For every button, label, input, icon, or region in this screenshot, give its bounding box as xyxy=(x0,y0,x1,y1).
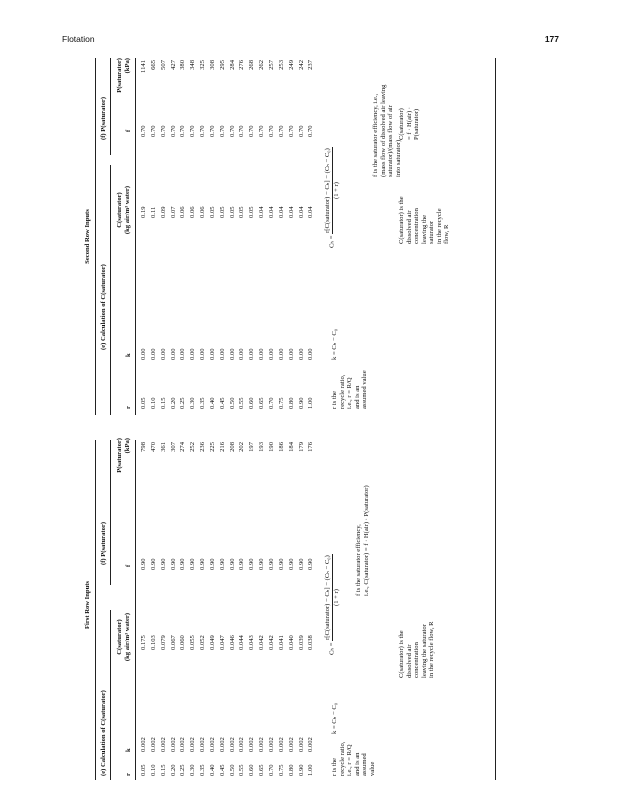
table-cell: 0.90 xyxy=(277,558,285,570)
note-line: into saturator) xyxy=(394,139,402,177)
formula-lhs: Cₕ = xyxy=(328,235,336,248)
table-cell: 0.50 xyxy=(228,397,236,409)
table-cell: 0.04 xyxy=(297,206,305,218)
note-line: dissolved air xyxy=(405,210,413,244)
table-cell: 0.00 xyxy=(297,348,305,360)
first-col-f xyxy=(139,546,316,570)
first-col-p-header-2: (kPa) xyxy=(123,438,131,454)
table-cell: 242 xyxy=(297,60,305,70)
table-cell: 236 xyxy=(199,442,207,452)
note-line: r is the xyxy=(331,391,338,409)
first-col-p-header-1: P(saturator) xyxy=(116,438,123,473)
table-cell: 0.00 xyxy=(267,348,275,360)
table-cell: 0.30 xyxy=(189,397,197,409)
divider xyxy=(110,58,111,155)
table-cell: 0.002 xyxy=(159,737,167,752)
table-cell: 0.046 xyxy=(228,635,236,650)
table-cell: 0.80 xyxy=(287,764,295,776)
table-cell: 380 xyxy=(179,60,187,70)
divider xyxy=(135,58,136,415)
table-cell: 268 xyxy=(248,60,256,70)
table-cell: 0.00 xyxy=(199,348,207,360)
table-cell: 307 xyxy=(169,442,177,452)
second-col-r-header: r xyxy=(125,406,132,409)
note-line: f is the saturator efficiency, xyxy=(355,524,362,596)
table-cell: 249 xyxy=(287,60,295,70)
table-cell: 0.002 xyxy=(179,737,187,752)
table-cell: 0.70 xyxy=(159,125,167,137)
table-cell: 0.70 xyxy=(248,125,256,137)
table-cell: 0.70 xyxy=(208,125,216,137)
table-cell: 0.002 xyxy=(140,737,147,752)
table-cell: 0.90 xyxy=(189,558,197,570)
note-line: C(saturator) xyxy=(398,108,405,140)
table-cell: 186 xyxy=(277,442,285,452)
table-cell: 0.40 xyxy=(208,764,216,776)
table-cell: 0.049 xyxy=(208,635,216,650)
first-col-k-header: k xyxy=(125,748,132,752)
formula-fraction xyxy=(324,147,340,234)
note-line: saturator xyxy=(428,220,436,244)
first-p-label: (f) P(saturator) xyxy=(100,521,107,565)
table-cell: 0.25 xyxy=(179,764,187,776)
table-cell: 0.05 xyxy=(208,206,216,218)
table-cell: 0.10 xyxy=(149,397,157,409)
table-cell: 262 xyxy=(258,60,266,70)
first-col-r xyxy=(139,754,316,776)
table-cell: 0.90 xyxy=(267,558,275,570)
note-line: i.e., r = R/Q xyxy=(346,744,354,776)
table-cell: 0.079 xyxy=(159,635,167,650)
table-cell: 0.70 xyxy=(287,125,295,137)
table-cell: 1.00 xyxy=(307,397,315,409)
table-cell: 0.002 xyxy=(189,737,197,752)
page-number: 177 xyxy=(544,34,559,44)
table-cell: 0.038 xyxy=(307,635,315,650)
table-cell: 0.043 xyxy=(248,635,256,650)
table-cell: 0.60 xyxy=(248,397,256,409)
first-formula-k: k = Cₕ − C₀ xyxy=(331,702,338,734)
divider xyxy=(110,165,111,415)
note-line: and is an xyxy=(353,385,361,409)
second-calc-label: (e) Calculation of C(saturator) xyxy=(100,264,107,350)
table-cell: 197 xyxy=(248,442,256,452)
table-cell: 0.40 xyxy=(208,397,216,409)
second-col-k-header: k xyxy=(125,353,132,357)
second-col-f xyxy=(139,113,316,137)
table-cell: 0.45 xyxy=(218,397,226,409)
table-cell: 0.70 xyxy=(267,397,275,409)
note-line: i.e., C(saturator) = f · H(air) · P(saturator) xyxy=(362,485,370,596)
table-cell: 0.002 xyxy=(208,737,216,752)
table-cell: 0.002 xyxy=(267,737,275,752)
first-col-c-header-1: C(saturator) xyxy=(116,619,123,655)
table-cell: 0.90 xyxy=(297,397,305,409)
table-cell: 0.55 xyxy=(238,397,246,409)
table-cell: 0.70 xyxy=(218,125,226,137)
table-cell: 0.042 xyxy=(258,635,266,650)
table-cell: 0.10 xyxy=(149,764,157,776)
table-cell: 348 xyxy=(189,60,197,70)
table-cell: 0.044 xyxy=(238,635,246,650)
table-cell: 0.04 xyxy=(307,206,315,218)
first-row-title: First Row Inputs xyxy=(84,581,91,629)
table-cell: 0.04 xyxy=(258,206,266,218)
first-calc-label: (e) Calculation of C(saturator) xyxy=(100,690,107,776)
table-cell: 0.00 xyxy=(140,348,147,360)
first-note-f xyxy=(355,485,370,596)
table-cell: 0.70 xyxy=(258,125,266,137)
divider xyxy=(135,440,136,780)
table-cell: 0.002 xyxy=(297,737,305,752)
table-cell: 427 xyxy=(169,60,177,70)
table-cell: 0.04 xyxy=(277,206,285,218)
table-cell: 0.90 xyxy=(199,558,207,570)
table-cell: 0.15 xyxy=(159,764,167,776)
table-cell: 0.002 xyxy=(218,737,226,752)
table-cell: 1.00 xyxy=(307,764,315,776)
table-cell: 0.90 xyxy=(297,558,305,570)
second-col-p xyxy=(139,60,316,90)
table-cell: 0.00 xyxy=(248,348,256,360)
divider xyxy=(95,440,96,780)
table-cell: 0.06 xyxy=(179,206,187,218)
table-cell: 0.00 xyxy=(179,348,187,360)
table-cell: 0.75 xyxy=(277,764,285,776)
table-cell: 0.90 xyxy=(218,558,226,570)
table-cell: 0.15 xyxy=(159,397,167,409)
table-cell: 470 xyxy=(149,442,157,452)
second-p-label: (f) P(saturator) xyxy=(100,96,107,140)
table-cell: 0.039 xyxy=(297,635,305,650)
first-col-k xyxy=(139,722,316,752)
table-cell: 216 xyxy=(218,442,226,452)
table-cell: 0.042 xyxy=(267,635,275,650)
table-cell: 0.060 xyxy=(179,635,187,650)
table-cell: 0.002 xyxy=(248,737,256,752)
table-cell: 237 xyxy=(307,60,315,70)
table-cell: 0.09 xyxy=(159,206,167,218)
table-cell: 0.00 xyxy=(307,348,315,360)
formula-numerator: r[C(saturator) − Cₕ] − (Cₕ − C₀) xyxy=(324,148,331,233)
table-cell: 0.90 xyxy=(140,558,147,570)
table-cell: 0.25 xyxy=(179,397,187,409)
table-cell: 0.70 xyxy=(179,125,187,137)
note-line: saturator)/(mass flow of air xyxy=(387,105,395,177)
table-cell: 0.00 xyxy=(287,348,295,360)
note-line: f is the saturator efficiency, i.e., xyxy=(372,93,379,177)
table-cell: 0.00 xyxy=(149,348,157,360)
second-col-p-header-1: P(saturator) xyxy=(116,58,123,93)
running-head: Flotation xyxy=(62,34,95,44)
table-cell: 0.50 xyxy=(228,764,236,776)
note-line: concentration xyxy=(413,642,421,678)
second-row-title: Second Row Inputs xyxy=(84,209,91,264)
second-col-c-header-2: (kg air/m³ water) xyxy=(123,185,131,235)
table-cell: 0.90 xyxy=(248,558,256,570)
table-cell: 0.00 xyxy=(238,348,246,360)
second-formula-k: k = Cₕ − C₀ xyxy=(331,328,338,360)
formula-denominator: (1 + r) xyxy=(332,589,340,606)
table-cell: 0.002 xyxy=(307,737,315,752)
note-line: i.e., r = R/Q xyxy=(346,377,354,409)
table-cell: 252 xyxy=(189,442,197,452)
note-line: dissolved air xyxy=(405,644,413,678)
note-line: leaving the saturator xyxy=(420,624,428,678)
table-cell: 0.45 xyxy=(218,764,226,776)
table-cell: 0.20 xyxy=(169,764,177,776)
second-formula-c xyxy=(324,147,340,248)
note-line: recycle ratio, xyxy=(338,741,346,776)
table-cell: 0.70 xyxy=(189,125,197,137)
table-cell: 0.00 xyxy=(277,348,285,360)
note-line: value xyxy=(368,761,376,776)
table-cell: 0.90 xyxy=(159,558,167,570)
table-cell: 0.055 xyxy=(189,635,197,650)
table-cell: 0.052 xyxy=(199,635,207,650)
first-col-c-header-2: (kg air/m³ water) xyxy=(123,612,131,662)
table-cell: 0.040 xyxy=(287,635,295,650)
table-cell: 179 xyxy=(297,442,305,452)
table-cell: 0.70 xyxy=(228,125,236,137)
table-cell: 665 xyxy=(149,60,157,70)
table-cell: 0.067 xyxy=(169,635,177,650)
second-col-k xyxy=(139,336,316,360)
table-cell: 0.00 xyxy=(169,348,177,360)
first-note-c xyxy=(398,621,436,678)
formula-denominator: (1 + r) xyxy=(332,182,340,199)
table-cell: 0.70 xyxy=(169,125,177,137)
second-col-c xyxy=(139,194,316,218)
first-note-r xyxy=(331,742,376,776)
note-line: in the recycle xyxy=(435,208,443,244)
table-cell: 208 xyxy=(228,442,236,452)
table-cell: 0.65 xyxy=(258,764,266,776)
table-cell: 507 xyxy=(159,60,167,70)
table-cell: 0.90 xyxy=(149,558,157,570)
table-cell: 276 xyxy=(238,60,246,70)
table-cell: 0.103 xyxy=(149,635,157,650)
table-cell: 176 xyxy=(307,442,315,452)
table-cell: 190 xyxy=(267,442,275,452)
table-cell: 325 xyxy=(199,60,207,70)
note-line: assumed xyxy=(361,753,369,776)
divider xyxy=(110,440,111,585)
first-col-p-header xyxy=(116,438,131,516)
table-cell: 0.002 xyxy=(287,737,295,752)
divider xyxy=(110,610,111,780)
table-cell: 0.80 xyxy=(287,397,295,409)
note-line: r is the xyxy=(331,758,338,776)
page-header xyxy=(0,0,617,60)
note-line: in the recycle flow, R xyxy=(428,621,436,678)
table-cell: 0.70 xyxy=(149,125,157,137)
first-col-p xyxy=(139,442,316,480)
first-col-c-header xyxy=(116,602,131,672)
table-cell: 0.70 xyxy=(199,125,207,137)
table-cell: 0.11 xyxy=(149,206,157,218)
divider xyxy=(95,58,96,415)
table-bottom-rule xyxy=(495,58,496,780)
table-cell: 0.35 xyxy=(199,397,207,409)
table-cell: 0.002 xyxy=(199,737,207,752)
second-note-c xyxy=(398,196,451,244)
table-cell: 0.04 xyxy=(267,206,275,218)
table-cell: 0.90 xyxy=(179,558,187,570)
table-cell: 193 xyxy=(258,442,266,452)
second-col-p-header-2: (kPa) xyxy=(123,58,131,74)
note-line: and is an xyxy=(353,752,361,776)
table-cell: 0.047 xyxy=(218,635,226,650)
table-cell: 0.00 xyxy=(228,348,236,360)
table-cell: 0.06 xyxy=(189,206,197,218)
note-line: concentration xyxy=(413,208,421,244)
table-cell: 0.002 xyxy=(228,737,236,752)
table-cell: 0.041 xyxy=(277,635,285,650)
table-cell: 0.05 xyxy=(228,206,236,218)
table-cell: 0.00 xyxy=(159,348,167,360)
table-cell: 0.20 xyxy=(169,397,177,409)
formula-lhs: Cₕ = xyxy=(328,642,336,655)
note-line: P(saturator) xyxy=(413,108,421,140)
table-cell: 361 xyxy=(159,442,167,452)
table-cell: 0.90 xyxy=(297,764,305,776)
table-cell: 0.90 xyxy=(258,558,266,570)
second-col-c-header xyxy=(116,175,131,245)
table-cell: 0.90 xyxy=(228,558,236,570)
second-col-f-header: f xyxy=(125,129,132,132)
table-cell: 1141 xyxy=(140,60,147,73)
table-cell: 257 xyxy=(267,60,275,70)
table-cell: 0.70 xyxy=(238,125,246,137)
table-cell: 0.002 xyxy=(149,737,157,752)
table-cell: 274 xyxy=(179,442,187,452)
table-cell: 0.05 xyxy=(140,764,147,776)
note-line: leaving the xyxy=(420,214,428,244)
note-line: flow, R xyxy=(443,224,451,244)
table-cell: 0.55 xyxy=(238,764,246,776)
second-col-c-header-1: C(saturator) xyxy=(116,192,123,228)
formula-fraction xyxy=(324,554,340,641)
note-line: assumed value xyxy=(361,370,369,409)
table-cell: 284 xyxy=(228,60,236,70)
table-cell: 0.002 xyxy=(169,737,177,752)
table-cell: 308 xyxy=(208,60,216,70)
table-cell: 0.05 xyxy=(140,397,147,409)
table-cell: 0.19 xyxy=(140,206,147,218)
table-cell: 0.05 xyxy=(218,206,226,218)
table-cell: 0.002 xyxy=(238,737,246,752)
table-cell: 0.90 xyxy=(238,558,246,570)
table-cell: 0.175 xyxy=(140,635,147,650)
table-cell: 0.75 xyxy=(277,397,285,409)
table-cell: 0.07 xyxy=(169,206,177,218)
table-cell: 0.00 xyxy=(218,348,226,360)
table-cell: 184 xyxy=(287,442,295,452)
second-note-p xyxy=(398,107,421,140)
table-cell: 0.002 xyxy=(277,737,285,752)
second-col-p-header xyxy=(116,58,131,120)
table-cell: 0.70 xyxy=(277,125,285,137)
table-cell: 0.70 xyxy=(297,125,305,137)
table-cell: 0.70 xyxy=(140,125,147,137)
formula-numerator: r[C(saturator) − Cₕ] − (Cₕ − C₀) xyxy=(324,555,331,640)
second-note-r xyxy=(331,370,369,409)
note-line: recycle ratio, xyxy=(338,374,346,409)
first-col-c xyxy=(139,620,316,650)
table-cell: 0.05 xyxy=(248,206,256,218)
note-line: = f · H(air) · xyxy=(405,106,413,140)
table-cell: 0.30 xyxy=(189,764,197,776)
table-cell: 0.05 xyxy=(238,206,246,218)
table-cell: 0.90 xyxy=(287,558,295,570)
first-col-f-header: f xyxy=(125,564,132,567)
table-cell: 0.70 xyxy=(267,764,275,776)
table-cell: 0.90 xyxy=(307,558,315,570)
table-cell: 225 xyxy=(208,442,216,452)
first-formula-c xyxy=(324,554,340,655)
table-cell: 0.70 xyxy=(267,125,275,137)
first-col-r-header: r xyxy=(125,773,132,776)
rotated-table xyxy=(80,58,540,780)
second-col-r xyxy=(139,385,316,409)
table-cell: 0.35 xyxy=(199,764,207,776)
note-line: C(saturator) is the xyxy=(398,630,405,678)
table-cell: 0.60 xyxy=(248,764,256,776)
table-cell: 202 xyxy=(238,442,246,452)
note-line: C(saturator) is the xyxy=(398,196,405,244)
table-cell: 0.90 xyxy=(169,558,177,570)
table-cell: 0.04 xyxy=(287,206,295,218)
table-cell: 0.90 xyxy=(208,558,216,570)
table-cell: 295 xyxy=(218,60,226,70)
table-cell: 0.70 xyxy=(307,125,315,137)
table-cell: 0.65 xyxy=(258,397,266,409)
table-cell: 0.00 xyxy=(258,348,266,360)
table-cell: 0.00 xyxy=(208,348,216,360)
table-cell: 0.002 xyxy=(258,737,266,752)
table-cell: 0.06 xyxy=(199,206,207,218)
table-cell: 798 xyxy=(140,442,147,452)
table-cell: 253 xyxy=(277,60,285,70)
table-cell: 0.00 xyxy=(189,348,197,360)
note-line: (mass flow of dissolved air leaving xyxy=(379,84,387,177)
